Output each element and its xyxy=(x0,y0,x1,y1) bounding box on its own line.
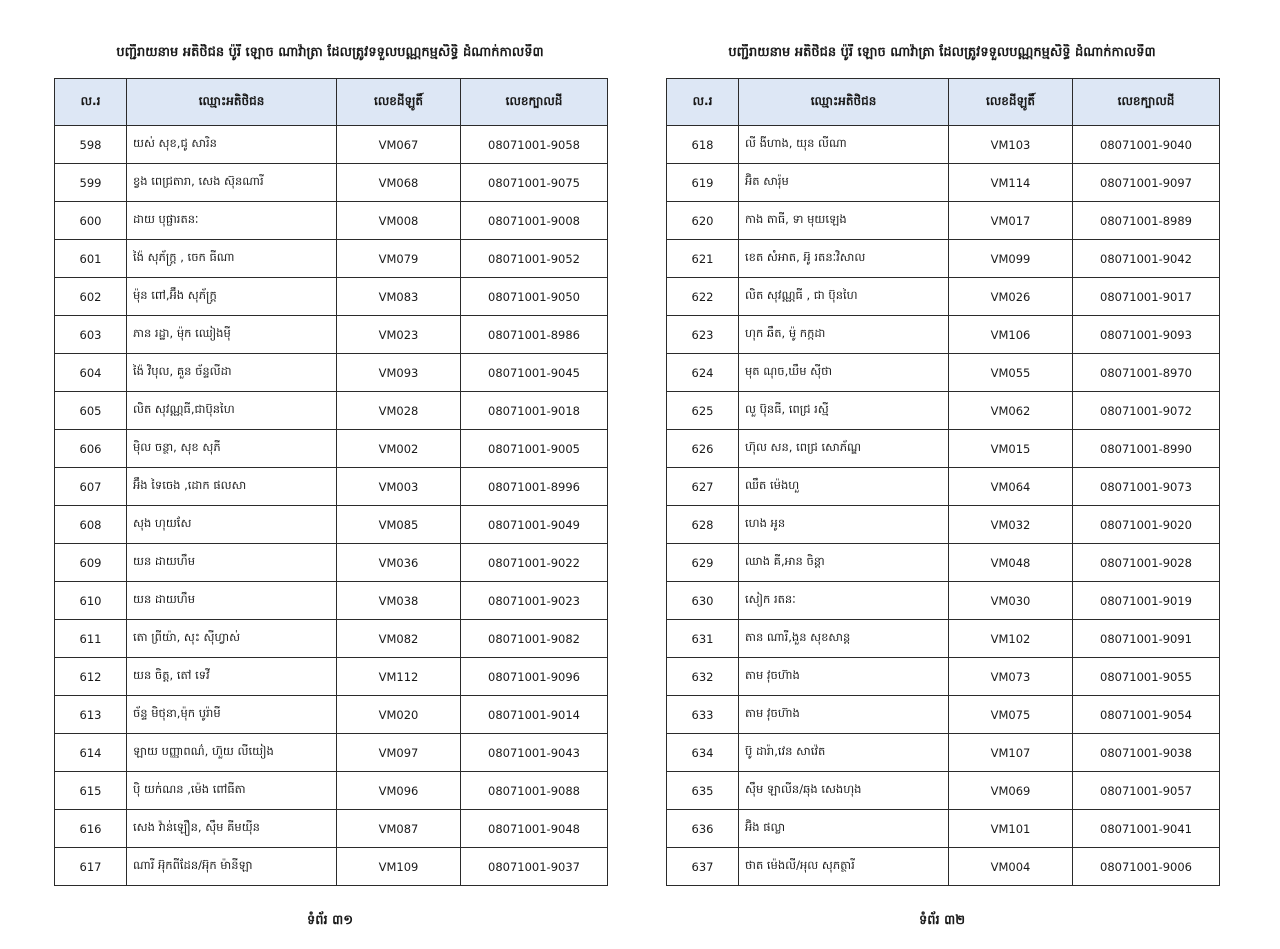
table-row xyxy=(55,658,608,696)
lot-number: VM073 xyxy=(949,658,1073,696)
table-row xyxy=(667,810,1220,848)
parcel-code: 08071001-9037 xyxy=(461,848,608,886)
row-number: 608 xyxy=(55,506,127,544)
customer-name: ម៉ិល ចន្ថា, សុខ សុភី xyxy=(127,430,337,468)
customer-name: ច័ន្ទ មិថុនា,ម៉ុក បូរ៉ាមី xyxy=(127,696,337,734)
lot-number: VM083 xyxy=(337,278,461,316)
table-row xyxy=(55,278,608,316)
row-number: 634 xyxy=(667,734,739,772)
customer-name: យន ដាយហឹម xyxy=(127,582,337,620)
parcel-code: 08071001-9022 xyxy=(461,544,608,582)
lot-number: VM036 xyxy=(337,544,461,582)
row-number: 622 xyxy=(667,278,739,316)
customer-name: ណារី អ៊ុកពីដែន/អ៊ុក ម៉ានីឡា xyxy=(127,848,337,886)
table-row xyxy=(667,164,1220,202)
row-number: 611 xyxy=(55,620,127,658)
lot-number: VM103 xyxy=(949,126,1073,164)
row-number: 629 xyxy=(667,544,739,582)
table-row xyxy=(55,354,608,392)
table-row xyxy=(55,696,608,734)
parcel-code: 08071001-9005 xyxy=(461,430,608,468)
header-lot-number: លេខដីឡូតិ៍ xyxy=(949,79,1073,126)
row-number: 631 xyxy=(667,620,739,658)
row-number: 627 xyxy=(667,468,739,506)
table-row xyxy=(667,848,1220,886)
parcel-code: 08071001-9008 xyxy=(461,202,608,240)
row-number: 601 xyxy=(55,240,127,278)
lot-number: VM087 xyxy=(337,810,461,848)
lot-number: VM079 xyxy=(337,240,461,278)
row-number: 623 xyxy=(667,316,739,354)
table-row xyxy=(667,202,1220,240)
table-row xyxy=(667,126,1220,164)
page-title: បញ្ជីរាយនាម អតិថិជន ប៉ូរី ឡោច ណាវ៉ាត្រា ដែលត្រូវទទួលបណ្ណកម្មសិទ្ធិ ដំណាក់កាលទី៣ xyxy=(116,45,544,60)
customer-name: ថាត ម៉េងលី/អុល សុភត្ថារី xyxy=(739,848,949,886)
lot-number: VM004 xyxy=(949,848,1073,886)
parcel-code: 08071001-9049 xyxy=(461,506,608,544)
parcel-code: 08071001-9058 xyxy=(461,126,608,164)
table-row xyxy=(667,430,1220,468)
header-customer-name: ឈ្មោះអតិថិជន xyxy=(127,79,337,126)
parcel-code: 08071001-9017 xyxy=(1073,278,1220,316)
row-number: 632 xyxy=(667,658,739,696)
parcel-code: 08071001-9043 xyxy=(461,734,608,772)
customer-name: យន ចិត្ត, តៅ ទេវី xyxy=(127,658,337,696)
lot-number: VM075 xyxy=(949,696,1073,734)
table-row xyxy=(55,810,608,848)
customer-name: អ៊ឹង ទៃចេង ,ដោក ផលសា xyxy=(127,468,337,506)
lot-number: VM093 xyxy=(337,354,461,392)
customer-name: ង៉ៃ សុភ័ក្រ្ត , ចេក ធីណា xyxy=(127,240,337,278)
customer-name: សុង ហុយសែ xyxy=(127,506,337,544)
parcel-code: 08071001-9045 xyxy=(461,354,608,392)
customer-name: លិត សុវណ្ណធី,ជាប៊ុនហៃ xyxy=(127,392,337,430)
table-row xyxy=(55,620,608,658)
table-row xyxy=(667,544,1220,582)
parcel-code: 08071001-8989 xyxy=(1073,202,1220,240)
page-title: បញ្ជីរាយនាម អតិថិជន ប៉ូរី ឡោច ណាវ៉ាត្រា ដែលត្រូវទទួលបណ្ណកម្មសិទ្ធិ ដំណាក់កាលទី៣ xyxy=(728,45,1156,60)
table-row xyxy=(667,772,1220,810)
table-row xyxy=(55,582,608,620)
lot-number: VM015 xyxy=(949,430,1073,468)
row-number: 613 xyxy=(55,696,127,734)
lot-number: VM062 xyxy=(949,392,1073,430)
lot-number: VM101 xyxy=(949,810,1073,848)
parcel-code: 08071001-9055 xyxy=(1073,658,1220,696)
table-row xyxy=(667,316,1220,354)
lot-number: VM048 xyxy=(949,544,1073,582)
customer-name: សេង វ៉ាន់ឡឿន, ស៊ឹម គីមយ៉ីន xyxy=(127,810,337,848)
row-number: 602 xyxy=(55,278,127,316)
table-row xyxy=(55,202,608,240)
row-number: 630 xyxy=(667,582,739,620)
customer-name: ម៉ុន ពៅ,អ៊ឹង សុភ័ក្ត្រ xyxy=(127,278,337,316)
table-row xyxy=(55,164,608,202)
header-parcel-code: លេខក្បាលដី xyxy=(461,79,608,126)
parcel-code: 08071001-9038 xyxy=(1073,734,1220,772)
lot-number: VM002 xyxy=(337,430,461,468)
customer-name: ភាន រដ្ឋា, ម៉ុក ឈៀងមុី xyxy=(127,316,337,354)
table-row xyxy=(667,582,1220,620)
row-number: 607 xyxy=(55,468,127,506)
row-number: 599 xyxy=(55,164,127,202)
customer-name: ង៉ៃ វិបុល, គួន ច័ន្ទលីដា xyxy=(127,354,337,392)
table-row xyxy=(667,468,1220,506)
table-row xyxy=(55,430,608,468)
table-row xyxy=(55,544,608,582)
lot-number: VM107 xyxy=(949,734,1073,772)
lot-number: VM096 xyxy=(337,772,461,810)
customer-name: ហុក ឆឹត, ម៉ូ កក្កដា xyxy=(739,316,949,354)
lot-number: VM020 xyxy=(337,696,461,734)
table-header-row xyxy=(55,79,608,126)
customer-name: លិត សុវណ្ណធី , ជា ប៊ុនហៃ xyxy=(739,278,949,316)
row-number: 603 xyxy=(55,316,127,354)
parcel-code: 08071001-9019 xyxy=(1073,582,1220,620)
table-row xyxy=(667,506,1220,544)
row-number: 617 xyxy=(55,848,127,886)
table-row xyxy=(55,772,608,810)
customer-name: ខ្វង ពេជ្រតារា, សេង ស៊ុនណារី xyxy=(127,164,337,202)
customer-name: ឡាយ បញ្ញាពណ៌, ហ៊ួយ លីយៀង xyxy=(127,734,337,772)
row-number: 637 xyxy=(667,848,739,886)
customer-name: តាម វុចហ៊ាង xyxy=(739,658,949,696)
parcel-code: 08071001-9057 xyxy=(1073,772,1220,810)
parcel-code: 08071001-9052 xyxy=(461,240,608,278)
lot-number: VM038 xyxy=(337,582,461,620)
row-number: 636 xyxy=(667,810,739,848)
lot-number: VM099 xyxy=(949,240,1073,278)
row-number: 616 xyxy=(55,810,127,848)
lot-number: VM082 xyxy=(337,620,461,658)
lot-number: VM055 xyxy=(949,354,1073,392)
row-number: 605 xyxy=(55,392,127,430)
lot-number: VM028 xyxy=(337,392,461,430)
parcel-code: 08071001-9050 xyxy=(461,278,608,316)
lot-number: VM026 xyxy=(949,278,1073,316)
parcel-code: 08071001-8990 xyxy=(1073,430,1220,468)
row-number: 614 xyxy=(55,734,127,772)
lot-number: VM112 xyxy=(337,658,461,696)
customer-name: ឈឹត ម៉េងហួ xyxy=(739,468,949,506)
lot-number: VM069 xyxy=(949,772,1073,810)
row-number: 626 xyxy=(667,430,739,468)
customer-name: សៀក រតនៈ xyxy=(739,582,949,620)
row-number: 615 xyxy=(55,772,127,810)
lot-number: VM068 xyxy=(337,164,461,202)
lot-number: VM064 xyxy=(949,468,1073,506)
parcel-code: 08071001-9020 xyxy=(1073,506,1220,544)
parcel-code: 08071001-9041 xyxy=(1073,810,1220,848)
parcel-code: 08071001-9075 xyxy=(461,164,608,202)
customer-name: យស់ សុខ,ជូ សារិន xyxy=(127,126,337,164)
parcel-code: 08071001-9073 xyxy=(1073,468,1220,506)
page-number: ទំព័រ ៣១ xyxy=(306,913,354,928)
lot-number: VM067 xyxy=(337,126,461,164)
lot-number: VM097 xyxy=(337,734,461,772)
row-number: 625 xyxy=(667,392,739,430)
row-number: 620 xyxy=(667,202,739,240)
table-row xyxy=(55,126,608,164)
customer-table xyxy=(666,78,1220,886)
lot-number: VM003 xyxy=(337,468,461,506)
customer-name: តាន ណារី,ងួន សុខសាន្ត xyxy=(739,620,949,658)
row-number: 619 xyxy=(667,164,739,202)
parcel-code: 08071001-9040 xyxy=(1073,126,1220,164)
parcel-code: 08071001-9082 xyxy=(461,620,608,658)
parcel-code: 08071001-9097 xyxy=(1073,164,1220,202)
header-parcel-code: លេខក្បាលដី xyxy=(1073,79,1220,126)
header-lot-number: លេខដីឡូតិ៍ xyxy=(337,79,461,126)
lot-number: VM008 xyxy=(337,202,461,240)
table-header-row xyxy=(667,79,1220,126)
lot-number: VM017 xyxy=(949,202,1073,240)
row-number: 612 xyxy=(55,658,127,696)
row-number: 610 xyxy=(55,582,127,620)
row-number: 633 xyxy=(667,696,739,734)
customer-name: ឈាង គី,អាន ចិន្តា xyxy=(739,544,949,582)
lot-number: VM085 xyxy=(337,506,461,544)
parcel-code: 08071001-9006 xyxy=(1073,848,1220,886)
customer-name: មុត ណុច,ឃឹម ស៊ីថា xyxy=(739,354,949,392)
row-number: 628 xyxy=(667,506,739,544)
lot-number: VM023 xyxy=(337,316,461,354)
table-row xyxy=(667,696,1220,734)
table-row xyxy=(667,620,1220,658)
customer-name: ខេត សំអាត, អ៊ូ រតនៈវិសាល xyxy=(739,240,949,278)
table-row xyxy=(55,506,608,544)
parcel-code: 08071001-9093 xyxy=(1073,316,1220,354)
customer-name: ដាយ បុផ្ផារតនៈ xyxy=(127,202,337,240)
customer-name: កាង តាធី, ទា មុយឡេង xyxy=(739,202,949,240)
parcel-code: 08071001-9023 xyxy=(461,582,608,620)
parcel-code: 08071001-8970 xyxy=(1073,354,1220,392)
row-number: 624 xyxy=(667,354,739,392)
table-row xyxy=(55,848,608,886)
table-row xyxy=(667,734,1220,772)
table-row xyxy=(667,392,1220,430)
row-number: 609 xyxy=(55,544,127,582)
customer-table xyxy=(54,78,608,886)
row-number: 600 xyxy=(55,202,127,240)
row-number: 598 xyxy=(55,126,127,164)
customer-name: តាម វុចហ៊ាង xyxy=(739,696,949,734)
parcel-code: 08071001-8996 xyxy=(461,468,608,506)
lot-number: VM030 xyxy=(949,582,1073,620)
row-number: 621 xyxy=(667,240,739,278)
customer-name: តោ ព្រីយ៉ា, សុះ ស៊ីហ្វាស់ xyxy=(127,620,337,658)
header-number: ល.រ xyxy=(667,79,739,126)
customer-name: លី ងីហាង, យុន លីណា xyxy=(739,126,949,164)
customer-name: ប៊ូ ដារ៉ា,វេន សាវ៉េត xyxy=(739,734,949,772)
lot-number: VM106 xyxy=(949,316,1073,354)
header-customer-name: ឈ្មោះអតិថិជន xyxy=(739,79,949,126)
lot-number: VM102 xyxy=(949,620,1073,658)
lot-number: VM109 xyxy=(337,848,461,886)
parcel-code: 08071001-9054 xyxy=(1073,696,1220,734)
header-number: ល.រ xyxy=(55,79,127,126)
parcel-code: 08071001-9018 xyxy=(461,392,608,430)
customer-name: លួ ប៊ុនធី, ពេជ្រ រស្មី xyxy=(739,392,949,430)
table-row xyxy=(667,240,1220,278)
parcel-code: 08071001-9096 xyxy=(461,658,608,696)
customer-name: អ៊ិត សារ៉ុម xyxy=(739,164,949,202)
table-row xyxy=(667,278,1220,316)
lot-number: VM032 xyxy=(949,506,1073,544)
customer-name: អ៊ិង ផល្លា xyxy=(739,810,949,848)
parcel-code: 08071001-9091 xyxy=(1073,620,1220,658)
table-row xyxy=(55,468,608,506)
parcel-code: 08071001-8986 xyxy=(461,316,608,354)
customer-name: យន ដាយហឹម xyxy=(127,544,337,582)
lot-number: VM114 xyxy=(949,164,1073,202)
parcel-code: 08071001-9048 xyxy=(461,810,608,848)
table-row xyxy=(55,734,608,772)
parcel-code: 08071001-9088 xyxy=(461,772,608,810)
customer-name: ហេង អូន xyxy=(739,506,949,544)
row-number: 606 xyxy=(55,430,127,468)
table-row xyxy=(667,354,1220,392)
customer-name: ហ៊ុល សន, ពេជ្រ សោភ័ណ្ឌ xyxy=(739,430,949,468)
row-number: 618 xyxy=(667,126,739,164)
table-row xyxy=(55,316,608,354)
table-row xyxy=(55,240,608,278)
row-number: 635 xyxy=(667,772,739,810)
parcel-code: 08071001-9014 xyxy=(461,696,608,734)
customer-name: ស៊ឹម ឡាលីន/ឆុង សេងហុង xyxy=(739,772,949,810)
parcel-code: 08071001-9028 xyxy=(1073,544,1220,582)
table-row xyxy=(667,658,1220,696)
parcel-code: 08071001-9072 xyxy=(1073,392,1220,430)
parcel-code: 08071001-9042 xyxy=(1073,240,1220,278)
page-number: ទំព័រ ៣២ xyxy=(918,913,966,928)
row-number: 604 xyxy=(55,354,127,392)
customer-name: ប៉ិ យក់ណន ,ម៉េង ពៅធីតា xyxy=(127,772,337,810)
table-row xyxy=(55,392,608,430)
